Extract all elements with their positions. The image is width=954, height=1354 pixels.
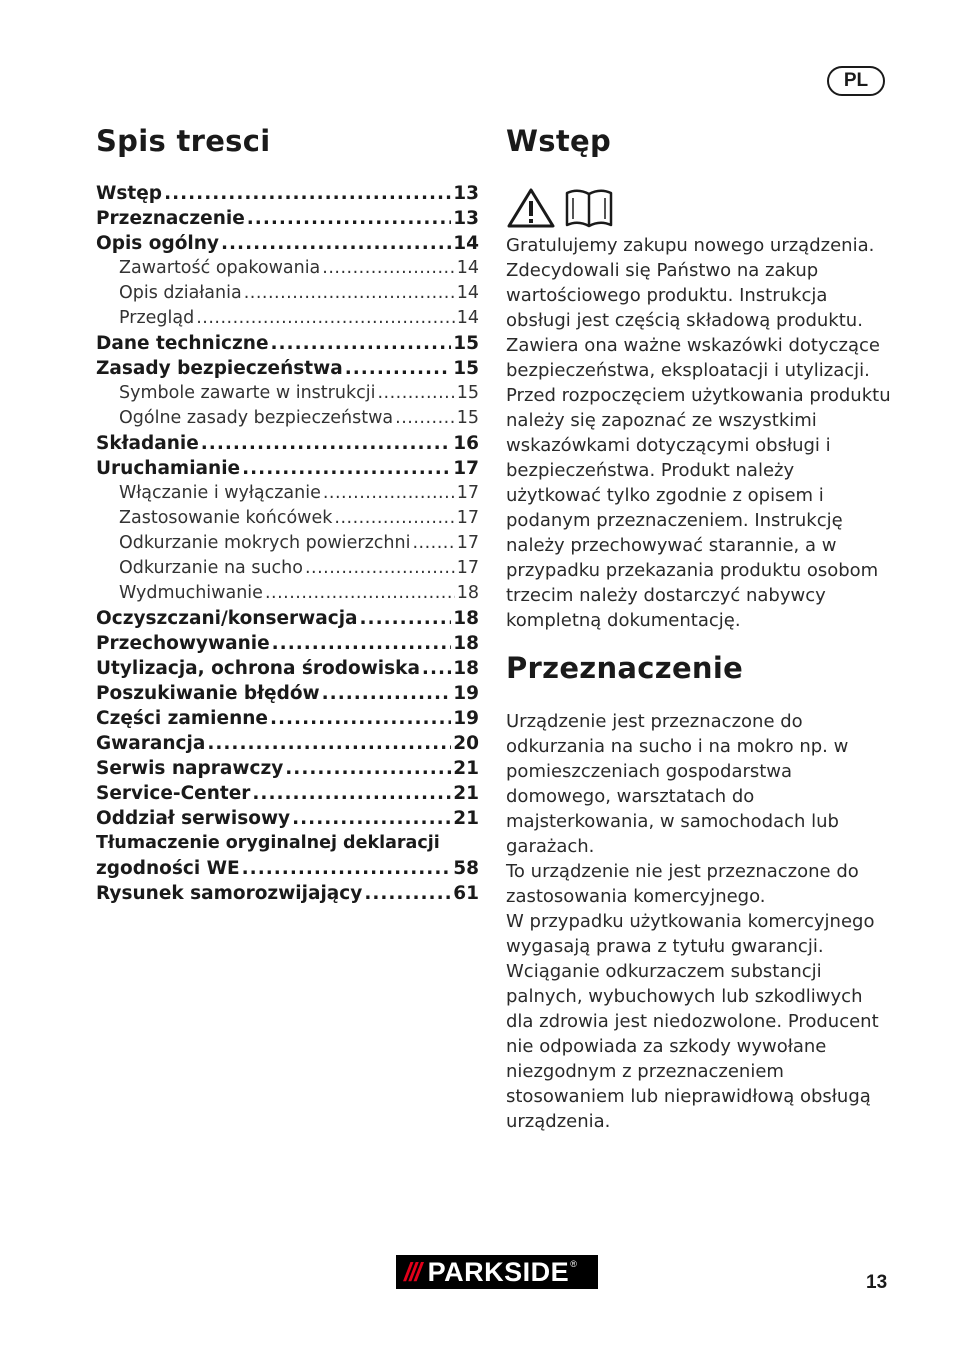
toc-entry-page: 13	[453, 208, 479, 229]
toc-entry-page: 18	[453, 608, 479, 629]
toc-entry-page: 17	[456, 558, 479, 578]
intro-icons	[506, 187, 614, 229]
toc-entry	[96, 733, 479, 758]
toc-entry-page: 15	[456, 383, 479, 403]
toc-leader-dots	[395, 408, 455, 428]
purpose-title: Przeznaczenie	[506, 651, 744, 685]
toc-entry-label: Włączanie i wyłączanie	[119, 483, 321, 503]
toc-leader-dots	[323, 483, 455, 503]
toc-entry-page: 21	[453, 758, 479, 779]
toc-entry	[96, 558, 479, 583]
toc-entry-page: 18	[456, 583, 479, 603]
toc-leader-dots	[345, 358, 452, 379]
page-number: 13	[866, 1272, 888, 1293]
toc-leader-dots	[265, 583, 455, 603]
language-badge: PL	[827, 66, 885, 96]
toc-entry-page: 21	[453, 808, 479, 829]
purpose-text-block	[506, 709, 894, 1134]
toc-entry	[96, 183, 479, 208]
warning-triangle-icon	[506, 187, 556, 229]
toc-entry	[96, 883, 479, 908]
toc-entry-label: Dane techniczne	[96, 333, 269, 354]
toc-leader-dots	[322, 258, 454, 278]
toc-entry-label: Odkurzanie mokrych powierzchni	[119, 533, 411, 553]
toc-entry-label: Uruchamianie	[96, 458, 241, 479]
table-of-contents	[96, 183, 479, 908]
toc-leader-dots	[292, 808, 451, 829]
toc-entry	[96, 483, 479, 508]
toc-leader-dots	[244, 283, 455, 303]
manual-book-icon	[564, 187, 614, 229]
toc-entry	[96, 283, 479, 308]
toc-entry	[96, 608, 479, 633]
toc-entry-page: 18	[453, 633, 479, 654]
toc-entry-label: Przechowywanie	[96, 633, 270, 654]
toc-entry-page: 58	[453, 858, 479, 879]
toc-entry	[96, 458, 479, 483]
logo-slashes: ///	[404, 1256, 420, 1287]
toc-entry	[96, 833, 479, 858]
toc-entry-page: 13	[453, 183, 479, 204]
toc-entry-label: Zasady bezpieczeństwa	[96, 358, 343, 379]
toc-leader-dots	[270, 708, 451, 729]
toc-entry-page: 61	[453, 883, 479, 904]
toc-leader-dots	[271, 333, 452, 354]
toc-entry	[96, 358, 479, 383]
toc-entry-label: Rysunek samorozwijający	[96, 883, 363, 904]
toc-entry	[96, 258, 479, 283]
toc-leader-dots	[221, 233, 451, 254]
toc-entry	[96, 308, 479, 333]
toc-entry-label: Oddział serwisowy	[96, 808, 291, 829]
toc-entry-page: 17	[453, 458, 479, 479]
toc-leader-dots	[242, 858, 452, 879]
intro-title: Wstęp	[506, 124, 612, 158]
toc-entry-label: Zastosowanie końcówek	[119, 508, 333, 528]
intro-text: Gratulujemy zakupu nowego urządzenia. Zdecydowali się Państwo na zakup wartościowego produktu. Instrukcja obsługi jest częścią składową produktu. Zawiera ona ważne wskazówki dotyczące bezpieczeństwa, eksploatacji i utylizacji. Przed rozpoczęciem użytkowania produktu należy się zapoznać ze wszystkimi wskazówkami dotyczącymi obsługi i bezpieczeństwa. Produkt należy użytkować tylko zgodnie z opisem i podanym przeznaczeniem. Instrukcję należy przechowywać starannie, a w przypadku przekazania produktu osobom trzecim należy dostarczyć nabywcy kompletną dokumentację.	[506, 235, 891, 631]
toc-entry-label: Utylizacja, ochrona środowiska	[96, 658, 420, 679]
toc-entry	[96, 633, 479, 658]
toc-entry-label: Opis działania	[119, 283, 242, 303]
toc-entry-page: 14	[453, 233, 479, 254]
toc-entry	[96, 383, 479, 408]
toc-leader-dots	[364, 883, 451, 904]
logo-registered-mark: ®	[570, 1259, 577, 1269]
toc-entry-page: 15	[453, 358, 479, 379]
toc-leader-dots	[207, 733, 451, 754]
toc-leader-dots	[334, 508, 454, 528]
toc-leader-dots	[272, 633, 452, 654]
toc-entry	[96, 808, 479, 833]
toc-entry	[96, 333, 479, 358]
toc-entry-label: Zawartość opakowania	[119, 258, 321, 278]
toc-entry-label: Ogólne zasady bezpieczeństwa	[119, 408, 394, 428]
toc-leader-dots	[247, 208, 451, 229]
toc-entry	[96, 858, 479, 883]
toc-entry-label: Service-Center	[96, 783, 251, 804]
toc-entry-label: Opis ogólny	[96, 233, 219, 254]
toc-entry-page: 19	[453, 683, 479, 704]
toc-entry-label: Wstęp	[96, 183, 163, 204]
toc-leader-dots	[305, 558, 455, 578]
toc-entry-page: 21	[453, 783, 479, 804]
toc-title: Spis tresci	[96, 124, 271, 158]
toc-entry-page: 16	[453, 433, 479, 454]
parkside-logo	[396, 1255, 598, 1289]
toc-entry-label: Części zamienne	[96, 708, 268, 729]
logo-brand-name: PARKSIDE	[427, 1256, 570, 1287]
toc-entry	[96, 783, 479, 808]
toc-leader-dots	[201, 433, 451, 454]
toc-entry-label: Gwarancja	[96, 733, 206, 754]
toc-leader-dots	[322, 683, 452, 704]
toc-entry	[96, 658, 479, 683]
purpose-paragraph: Urządzenie jest przeznaczone do odkurzania na sucho i na mokro np. w pomieszczeniach gospodarstwa domowego, warsztatach do majsterkowania, w samochodach lub garażach.	[506, 711, 849, 857]
toc-leader-dots	[196, 308, 455, 328]
toc-entry-page: 14	[456, 308, 479, 328]
purpose-paragraph: W przypadku użytkowania komercyjnego wygasają prawa z tytułu gwarancji.	[506, 911, 875, 957]
toc-entry-page: 18	[453, 658, 479, 679]
toc-entry	[96, 683, 479, 708]
toc-entry-label: Poszukiwanie błędów	[96, 683, 320, 704]
toc-entry	[96, 508, 479, 533]
toc-entry	[96, 533, 479, 558]
toc-entry-label: Serwis naprawczy	[96, 758, 284, 779]
toc-entry-page: 17	[456, 483, 479, 503]
toc-entry-label: Symbole zawarte w instrukcji	[119, 383, 376, 403]
toc-entry-label: Tłumaczenie oryginalnej deklaracji	[96, 833, 440, 853]
toc-entry	[96, 708, 479, 733]
intro-paragraph	[506, 233, 894, 633]
toc-entry-label: Oczyszczani/konserwacja	[96, 608, 358, 629]
purpose-paragraph: Wciąganie odkurzaczem substancji palnych, wybuchowych lub szkodliwych dla zdrowia jest niedozwolone. Producent nie odpowiada za szkody wywołane niezgodnym z przeznaczeniem stosowaniem lub nieprawidłową obsługą urządzenia.	[506, 961, 879, 1132]
toc-entry-page: 17	[456, 508, 479, 528]
toc-entry	[96, 433, 479, 458]
toc-entry	[96, 233, 479, 258]
toc-entry-label: Odkurzanie na sucho	[119, 558, 303, 578]
toc-entry-page: 17	[456, 533, 479, 553]
toc-entry	[96, 583, 479, 608]
toc-entry	[96, 408, 479, 433]
toc-leader-dots	[422, 658, 451, 679]
toc-entry-page: 19	[453, 708, 479, 729]
toc-entry-page: 14	[456, 283, 479, 303]
toc-leader-dots	[164, 183, 451, 204]
toc-leader-dots	[285, 758, 451, 779]
toc-leader-dots	[412, 533, 454, 553]
toc-entry-page: 14	[456, 258, 479, 278]
toc-leader-dots	[242, 458, 451, 479]
toc-leader-dots	[252, 783, 451, 804]
toc-entry-label: Wydmuchiwanie	[119, 583, 263, 603]
toc-entry	[96, 208, 479, 233]
toc-entry	[96, 758, 479, 783]
toc-entry-label: Przeznaczenie	[96, 208, 245, 229]
toc-entry-label: Składanie	[96, 433, 199, 454]
purpose-paragraph: To urządzenie nie jest przeznaczone do zastosowania komercyjnego.	[506, 861, 859, 907]
toc-entry-label: Przegląd	[119, 308, 195, 328]
toc-entry-page: 20	[453, 733, 479, 754]
toc-entry-label: zgodności WE	[96, 858, 240, 879]
toc-leader-dots	[377, 383, 454, 403]
toc-entry-page: 15	[453, 333, 479, 354]
toc-entry-page: 15	[456, 408, 479, 428]
toc-leader-dots	[360, 608, 452, 629]
